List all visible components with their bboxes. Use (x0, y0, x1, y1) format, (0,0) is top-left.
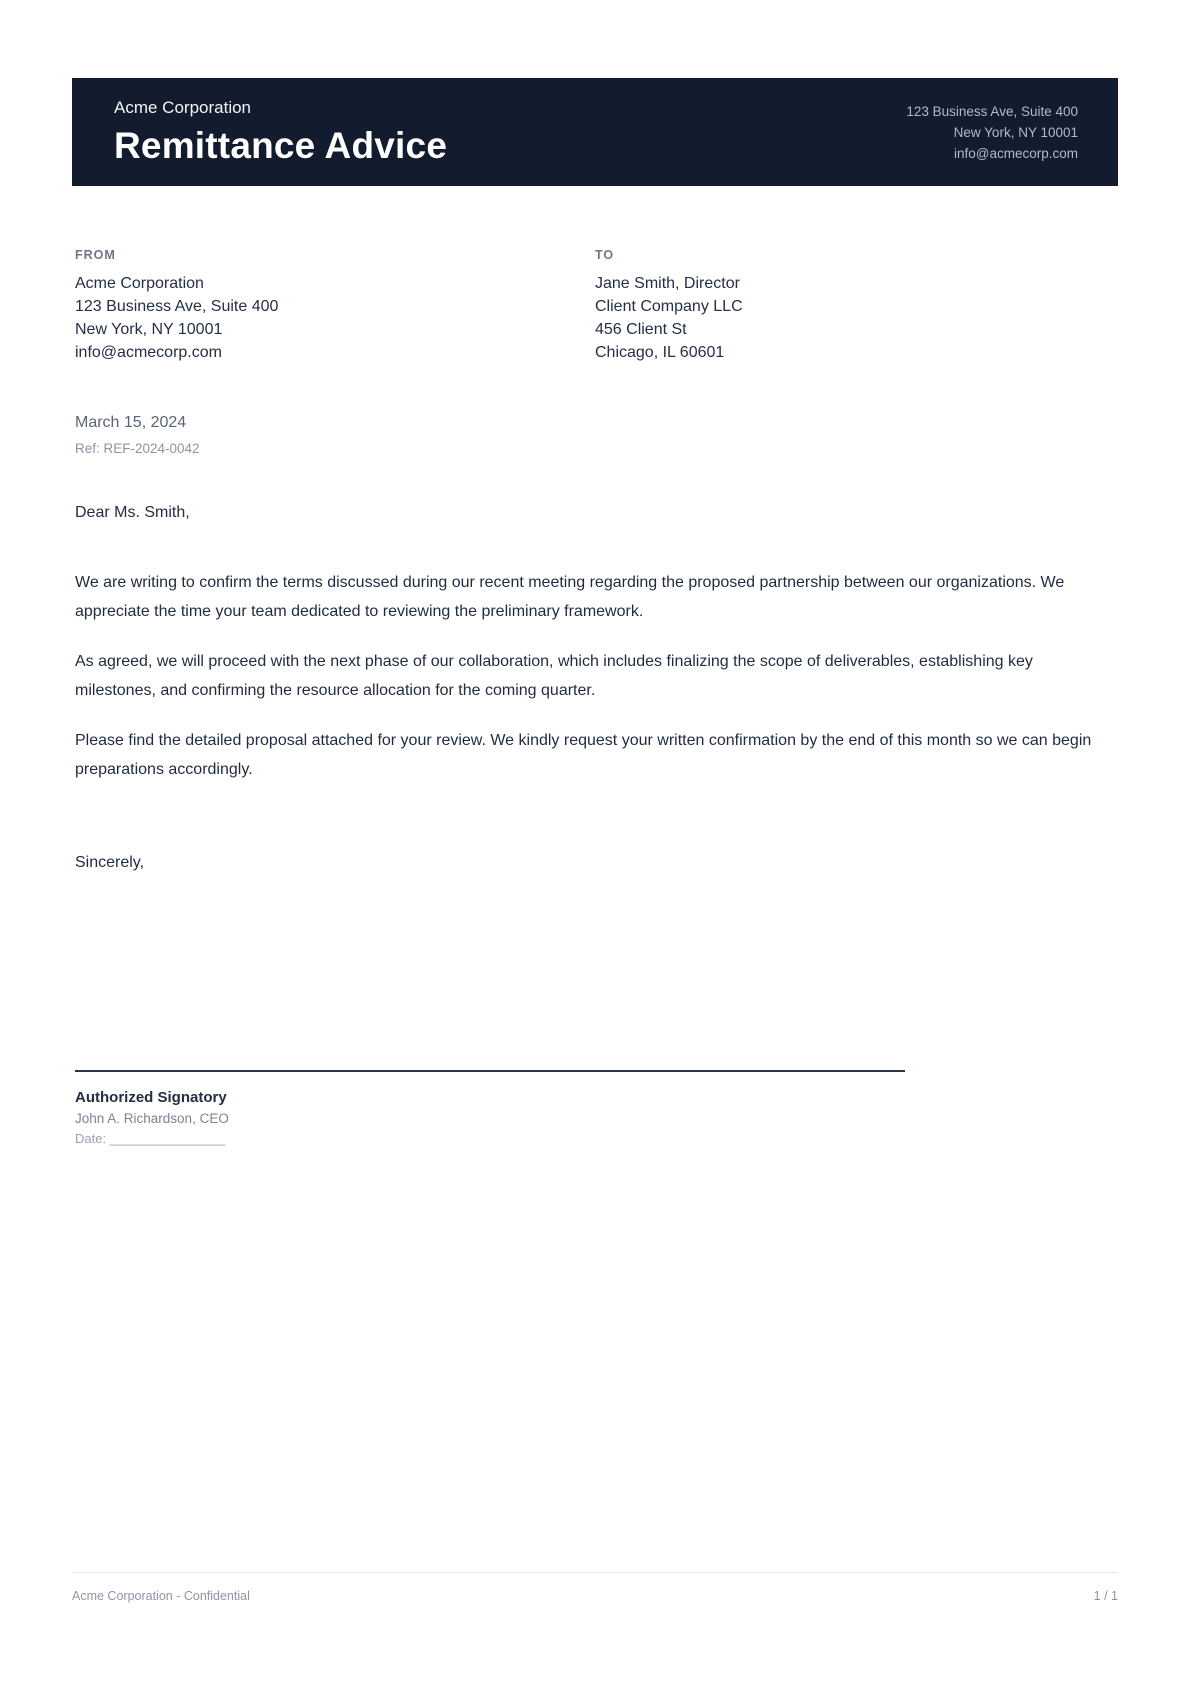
body-paragraph: We are writing to confirm the terms discussed during our recent meeting regarding the proposed partnership between our organizations. We appreciate the time your team dedicated to reviewing the preliminary framework. (75, 574, 1065, 620)
footer-confidential: Acme Corporation - Confidential (72, 1589, 250, 1603)
from-label: FROM (75, 248, 116, 262)
signatory-name: John A. Richardson, CEO (75, 1111, 229, 1126)
letter-content (0, 248, 1190, 1146)
signature-date-line: Date: ________________ (75, 1131, 226, 1146)
letter-date: March 15, 2024 (75, 414, 187, 431)
to-line: Chicago, IL 60601 (595, 344, 725, 361)
letterhead-address-line: New York, NY 10001 (953, 124, 1078, 140)
from-block (75, 248, 595, 364)
page-footer (72, 1572, 1118, 1603)
body-paragraph: As agreed, we will proceed with the next phase of our collaboration, which includes finalizing the scope of deliverables, establishing key milestones, and confirming the resource allocation for the coming quarter. (75, 653, 1033, 699)
from-line: 123 Business Ave, Suite 400 (75, 298, 279, 315)
letterhead-band (72, 78, 1118, 186)
body-paragraph: Please find the detailed proposal attached for your review. We kindly request your written confirmation by the end of this month so we can begin preparations accordingly. (75, 732, 1092, 778)
parties-section (75, 248, 1115, 364)
letter-body (75, 568, 1115, 784)
signature-block (75, 1070, 905, 1146)
letterhead-left (114, 98, 447, 167)
document-title: Remittance Advice (114, 124, 448, 166)
to-label: TO (595, 248, 615, 262)
from-line: info@acmecorp.com (75, 344, 222, 361)
letterhead-address-line: info@acmecorp.com (954, 145, 1078, 161)
closing: Sincerely, (75, 854, 145, 871)
letterhead-address-line: 123 Business Ave, Suite 400 (906, 103, 1078, 119)
company-name: Acme Corporation (114, 97, 252, 117)
to-line: Jane Smith, Director (595, 275, 740, 292)
footer-page-number: 1 / 1 (1093, 1589, 1118, 1603)
reference-number: Ref: REF-2024-0042 (75, 441, 200, 456)
greeting: Dear Ms. Smith, (75, 504, 190, 521)
to-line: Client Company LLC (595, 298, 743, 315)
meta-block (75, 414, 1115, 456)
to-line: 456 Client St (595, 321, 687, 338)
from-line: Acme Corporation (75, 275, 204, 292)
signatory-title: Authorized Signatory (75, 1089, 227, 1106)
to-block (595, 248, 1115, 364)
letterhead-address (906, 101, 1078, 164)
from-line: New York, NY 10001 (75, 321, 223, 338)
